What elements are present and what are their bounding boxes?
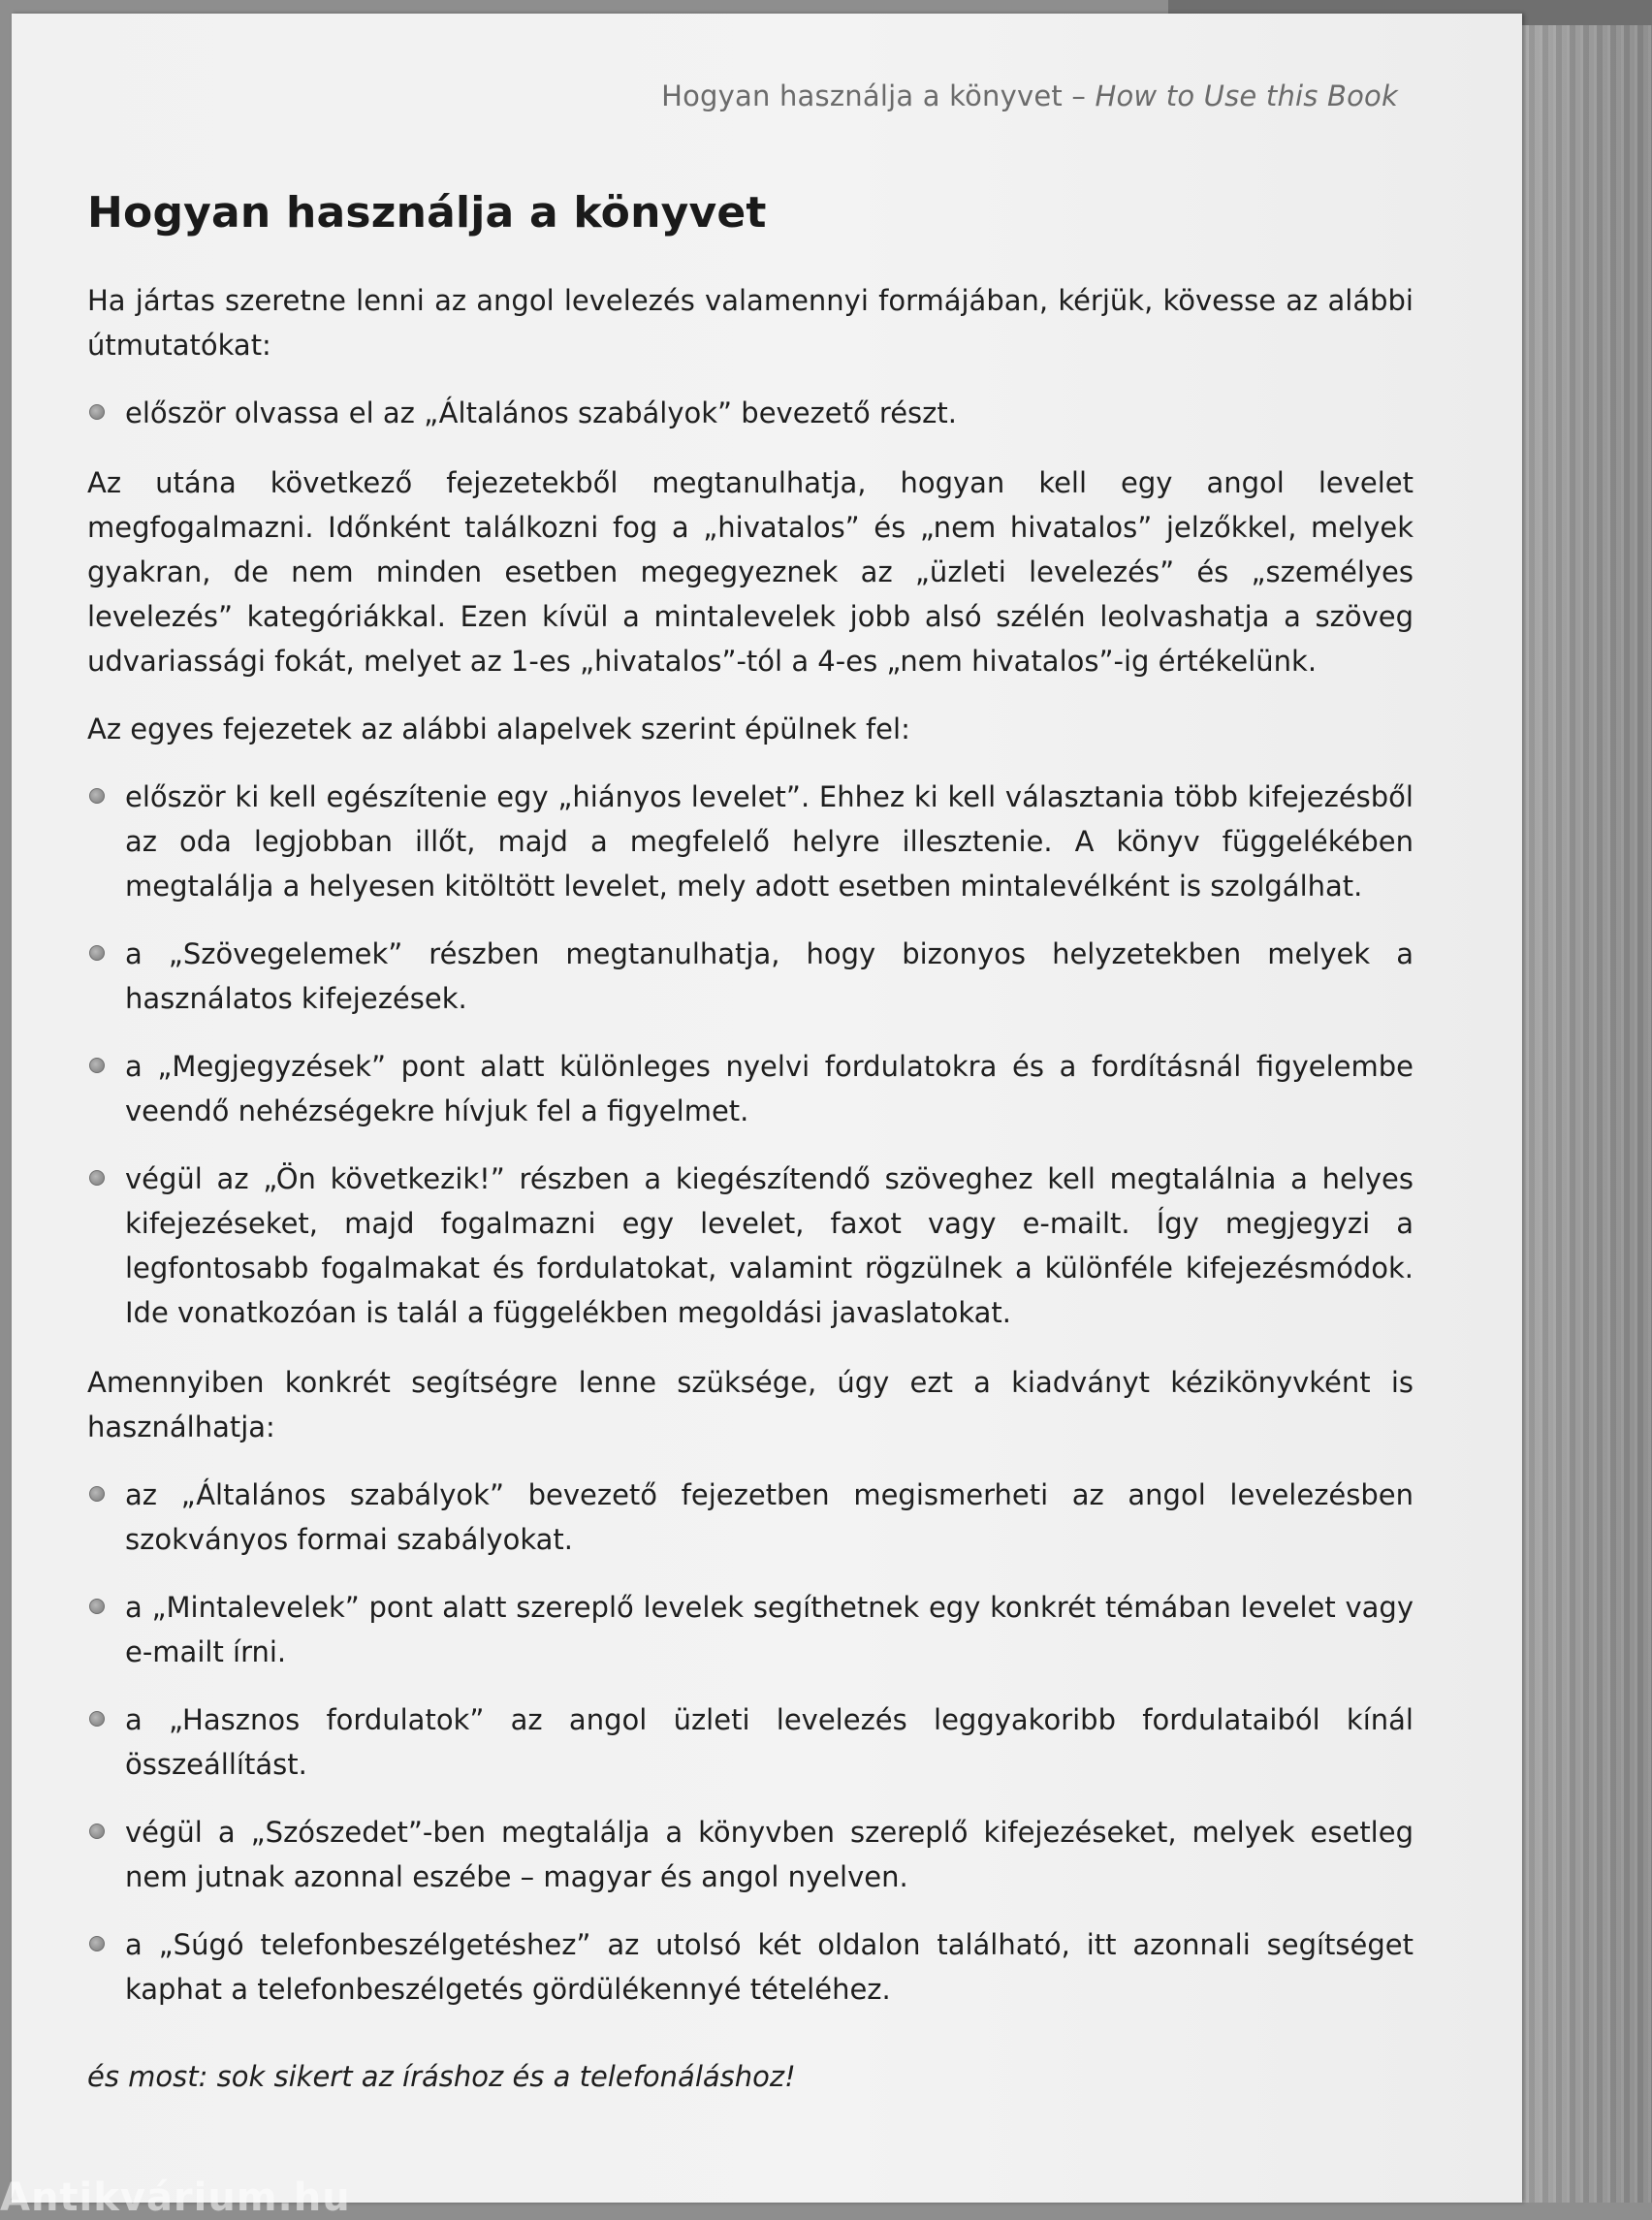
handbook-list: [87, 1473, 1414, 2012]
book-page: [12, 14, 1522, 2203]
watermark: Antikvárium.hu: [0, 2175, 351, 2220]
list-item: a „Szövegelemek” részben megtanulhatja, hogy bizonyos helyzetekben melyek a használatos kifejezések.: [87, 932, 1414, 1021]
intro-paragraph: Ha jártas szeretne lenni az angol levelezés valamennyi formájában, kérjük, kövesse az alábbi útmutatókat:: [87, 284, 1414, 362]
chapters-paragraph: Az utána következő fejezetekből megtanulhatja, hogyan kell egy angol levelet megfogalmazni. Időnként találkozni fog a „hivatalos” és „nem hivatalos” jelzőkkel, melyek gyakran, de nem minden esetben megegyeznek az „üzleti levelezés” és „személyes levelezés” kategóriákkal. Ezen kívül a mintalevelek jobb alsó szélén leolvashatja a szöveg udvariassági fokát, melyet az 1-es „hivatalos”-tól a 4-es „nem hivatalos”-ig értékelünk.: [87, 466, 1414, 678]
list-item: a „Súgó telefonbeszélgetéshez” az utolsó két oldalon található, itt azonnali segítséget kaphat a telefonbeszélgetés gördülékennyé tételéhez.: [87, 1922, 1414, 2012]
structure-paragraph: Az egyes fejezetek az alábbi alapelvek szerint épülnek fel:: [87, 713, 910, 745]
background-texture: [1512, 0, 1652, 2203]
handbook-paragraph: Amennyiben konkrét segítségre lenne szüksége, úgy ezt a kiadványt kézikönyvként is használhatja:: [87, 1366, 1414, 1443]
running-head: [12, 79, 1398, 112]
running-head-en: How to Use this Book: [1095, 79, 1398, 112]
list-item: végül a „Szószedet”-ben megtalálja a könyvben szereplő kifejezéseket, melyek esetleg nem jutnak azonnal eszébe – magyar és angol nyelven.: [87, 1810, 1414, 1899]
list-item: először olvassa el az „Általános szabályok” bevezető részt.: [87, 391, 1414, 435]
list-item: a „Mintalevelek” pont alatt szereplő levelek segíthetnek egy konkrét témában levelet vagy e-mailt írni.: [87, 1585, 1414, 1674]
bullet-icon: [89, 1058, 105, 1073]
bullet-icon: [89, 404, 105, 420]
bullet-icon: [89, 945, 105, 961]
list-item: a „Hasznos fordulatok” az angol üzleti levelezés leggyakoribb fordulataiból kínál összeállítást.: [87, 1697, 1414, 1787]
list-item: végül az „Ön következik!” részben a kiegészítendő szöveghez kell megtalálnia a helyes kifejezéseket, majd fogalmazni egy levelet, faxot vagy e-mailt. Így megjegyzi a legfontosabb fogalmakat és fordulatokat, valamint rögzülnek a különféle kifejezésmódok. Ide vonatkozóan is talál a függelékben megoldási javaslatokat.: [87, 1157, 1414, 1335]
page-content: [87, 188, 1414, 2122]
page-title: Hogyan használja a könyvet: [87, 188, 767, 238]
list-item: az „Általános szabályok” bevezető fejezetben megismerheti az angol levelezésben szokványos formai szabályokat.: [87, 1473, 1414, 1562]
list-item: a „Megjegyzések” pont alatt különleges nyelvi fordulatokra és a fordításnál figyelembe veendő nehézségekre hívjuk fel a figyelmet.: [87, 1044, 1414, 1133]
bullet-icon: [89, 788, 105, 804]
reading-list: [87, 391, 1414, 435]
structure-list: [87, 775, 1414, 1335]
list-item: először ki kell egészítenie egy „hiányos levelet”. Ehhez ki kell választania több kifejezésből az oda legjobban illőt, majd a megfelelő helyre illesztenie. A könyv függelékében megtalálja a helyesen kitöltött levelet, mely adott esetben mintalevélként is szolgálhat.: [87, 775, 1414, 908]
bullet-icon: [89, 1711, 105, 1727]
bullet-icon: [89, 1170, 105, 1186]
bullet-icon: [89, 1486, 105, 1502]
running-head-hu: Hogyan használja a könyvet –: [661, 79, 1096, 112]
closing-line: és most: sok sikert az íráshoz és a telefonáláshoz!: [87, 2060, 796, 2093]
bullet-icon: [89, 1824, 105, 1839]
bullet-icon: [89, 1599, 105, 1614]
bullet-icon: [89, 1936, 105, 1951]
